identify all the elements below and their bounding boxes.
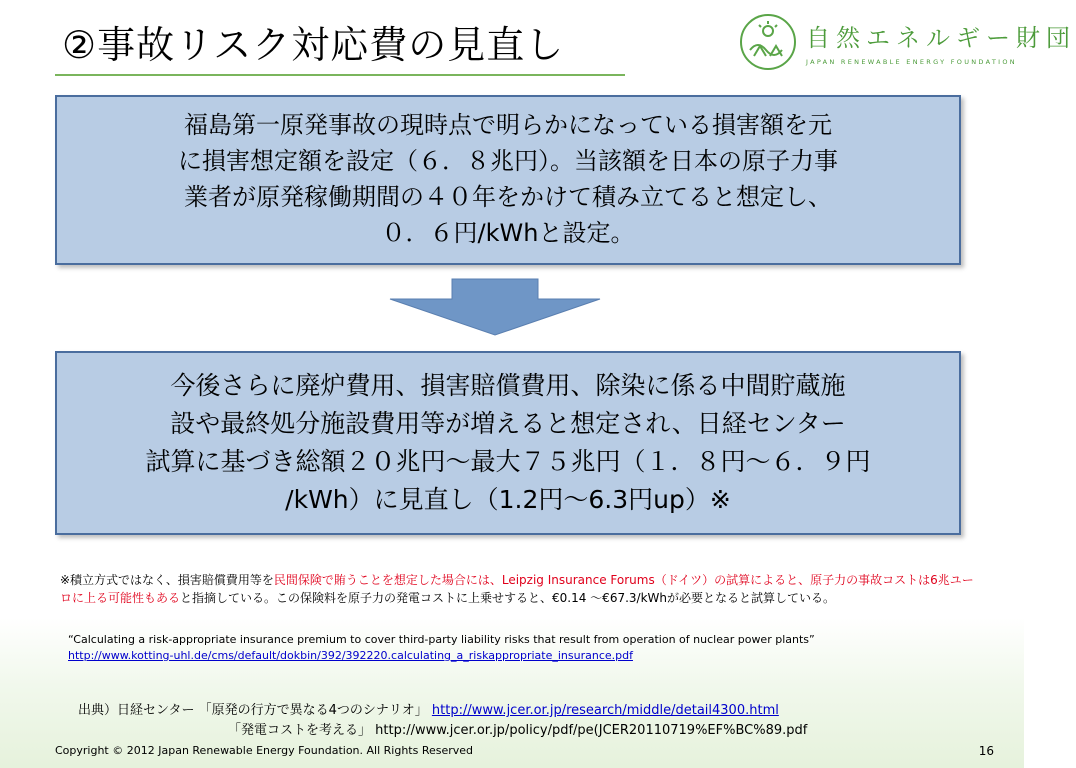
revised-assumption-box [55, 351, 961, 535]
box2-line: 設や最終処分施設費用等が増えると想定され、日経センター [170, 409, 846, 438]
box1-line: 業者が原発稼働期間の４０年をかけて積み立てると想定し、 [184, 183, 832, 211]
source-text: 出典）日経センター 「原発の行方で異なる4つのシナリオ」 [78, 703, 428, 718]
logo-name: 自然エネルギー財団 [806, 24, 1076, 52]
footnote-highlight: Leipzig Insurance Forums（ドイツ）の試算によると、原子力の事故コストは6兆ユーロに上る可能性もある [60, 573, 974, 605]
box1-line: 福島第一原発事故の現時点で明らかになっている損害額を元 [184, 111, 832, 139]
page-number: 16 [978, 744, 994, 758]
box1-line: に損害想定額を設定（６．８兆円）。当該額を日本の原子力事 [178, 147, 838, 175]
quote-text: “Calculating a risk-appropriate insurance premium to cover third-party liability risks that result from operation of nuclear power plants” [68, 633, 815, 646]
source-link[interactable]: http://www.jcer.or.jp/research/middle/detail4300.html [431, 703, 779, 718]
current-assumption-box [55, 95, 961, 265]
footnote-text: ※積立方式ではなく、損害賠償費用等を [60, 573, 274, 587]
source-line [78, 699, 779, 718]
box1-line: ０．６円/kWhと設定。 [381, 219, 635, 247]
reference-link[interactable]: http://www.kotting-uhl.de/cms/default/dokbin/392/392220.calculating_a_riskappropriate_insurance.pdf [68, 649, 633, 662]
copyright: Copyright © 2012 Japan Renewable Energy Foundation. All Rights Reserved [55, 744, 474, 757]
reference-quote [68, 632, 968, 664]
source-line: 「発電コストを考える」 http://www.jcer.or.jp/policy/pdf/pe(JCER20110719%EF%BC%89.pdf [228, 723, 808, 738]
logo-emblem-icon [740, 14, 796, 70]
footnote [60, 571, 980, 607]
title-underline [55, 74, 625, 76]
footnote-highlight: 民間保険で賄うことを想定した場合には、 [273, 573, 502, 587]
slide-title: ②事故リスク対応費の見直し [62, 23, 565, 67]
box2-line: /kWh）に見直し（1.2円～6.3円up）※ [285, 485, 731, 514]
logo-subtitle: JAPAN RENEWABLE ENERGY FOUNDATION [806, 58, 1017, 66]
down-arrow-icon [390, 279, 600, 335]
foundation-logo [740, 12, 1076, 74]
footnote-text: と指摘している。この保険料を原子力の発電コストに上乗せすると、€0.14 ～€67.3/kWhが必要となると試算している。 [180, 591, 836, 605]
box2-line: 試算に基づき総額２０兆円～最大７５兆円（１．８円～６．９円 [145, 447, 871, 476]
box2-line: 今後さらに廃炉費用、損害賠償費用、除染に係る中間貯蔵施 [170, 371, 846, 400]
